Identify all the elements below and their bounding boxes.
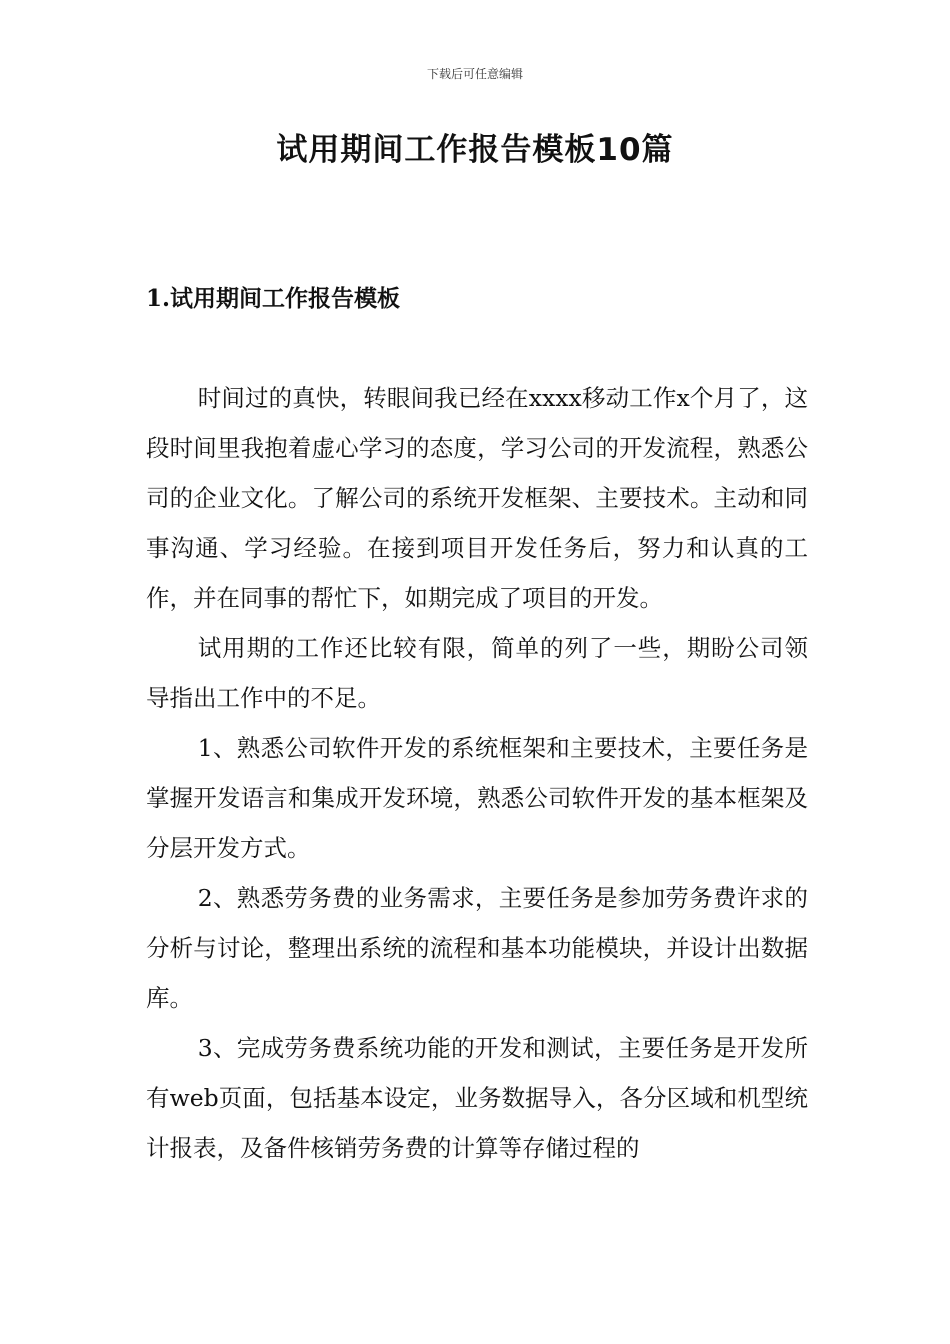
paragraph: 时间过的真快，转眼间我已经在xxxx移动工作x个月了，这段时间里我抱着虚心学习的态度，学习公司的开发流程，熟悉公司的企业文化。了解公司的系统开发框架、主要技术。主动和同事沟通、学习经验。在接到项目开发任务后，努力和认真的工作，并在同事的帮忙下，如期完成了项目的开发。 (146, 384, 808, 612)
document-title: 试用期间工作报告模板10篇 (276, 132, 674, 168)
document-body (146, 373, 808, 1173)
paragraph: 2、熟悉劳务费的业务需求，主要任务是参加劳务费许求的分析与讨论，整理出系统的流程和基本功能模块，并设计出数据库。 (146, 884, 808, 1012)
paragraph: 3、完成劳务费系统功能的开发和测试，主要任务是开发所有web页面，包括基本设定，业务数据导入，各分区域和机型统计报表，及备件核销劳务费的计算等存储过程的 (146, 1034, 808, 1162)
paragraph: 试用期的工作还比较有限，简单的列了一些，期盼公司领导指出工作中的不足。 (146, 634, 808, 712)
paragraph: 1、熟悉公司软件开发的系统框架和主要技术，主要任务是掌握开发语言和集成开发环境，熟悉公司软件开发的基本框架及分层开发方式。 (146, 734, 808, 862)
section-heading: 1.试用期间工作报告模板 (146, 285, 401, 312)
header-note: 下载后可任意编辑 (426, 67, 523, 81)
